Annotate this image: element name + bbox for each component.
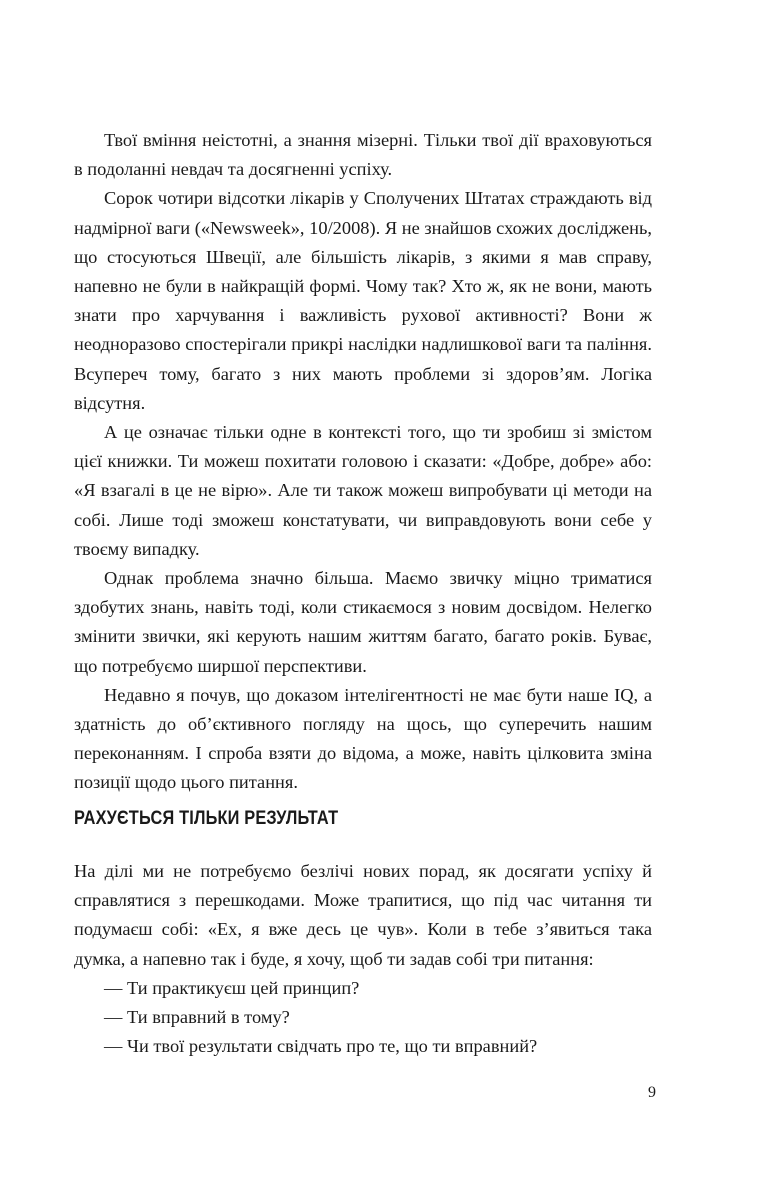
paragraph: Недавно я почув, що доказом інтелігентності не має бути наше IQ, а здатність до об’єктивного погляду на щось, що суперечить нашим переконанням. І спроба взяти до відома, а може, навіть цілковита зміна позиції щодо цього питання.: [74, 684, 652, 793]
body-text: [74, 126, 652, 798]
section-heading: РАХУЄТЬСЯ ТІЛЬКИ РЕЗУЛЬТАТ: [74, 808, 339, 829]
question-item: — Ти вправний в тому?: [104, 1007, 290, 1028]
paragraph: Твої вміння неістотні, а знання мізерні. Тільки твої дії враховуються в подоланні невдач та досягненні успіху.: [74, 130, 652, 180]
page-number: 9: [648, 1084, 656, 1101]
section-body: [74, 857, 652, 1061]
paragraph: Сорок чотири відсотки лікарів у Сполучених Штатах страждають від надмірної ваги («Newsweek», 10/2008). Я не знайшов схожих досліджень, що стосуються Швеції, але більшість лікарів, з якими я мав справу, напевно не були в найкращій формі. Чому так? Хто ж, як не вони, мають знати про харчування і важливість рухової активності? Вони ж неодноразово спостерігали прикрі наслідки надлишкової ваги та паління. Всупереч тому, багато з них мають проблеми зі здоров’ям. Логіка відсутня.: [74, 188, 652, 413]
question-item: — Чи твої результати свідчать про те, що ти вправний?: [104, 1036, 538, 1057]
paragraph: А це означає тільки одне в контексті того, що ти зробиш зі змістом цієї книжки. Ти можеш похитати головою і сказати: «Добре, добре» або: «Я взагалі в це не вірю». Але ти також можеш випробувати ці методи на собі. Лише тоді зможеш констатувати, чи виправдовують вони себе у твоєму випадку.: [74, 422, 652, 559]
paragraph: Однак проблема значно більша. Маємо звичку міцно триматися здобутих знань, навіть тоді, коли стикаємося з новим досвідом. Нелегко змінити звички, які керують нашим життям багато, багато років. Буває, що потребуємо ширшої перспективи.: [74, 568, 652, 676]
section-intro: На ділі ми не потребуємо безлічі нових порад, як досягати успіху й справлятися з перешкодами. Може трапитися, що під час читання ти подумаєш собі: «Ех, я вже десь це чув». Коли в тебе з’явиться така думка, а напевно так і буде, я хочу, щоб ти задав собі три питання:: [74, 861, 652, 969]
question-item: — Ти практикуєш цей принцип?: [104, 977, 360, 998]
